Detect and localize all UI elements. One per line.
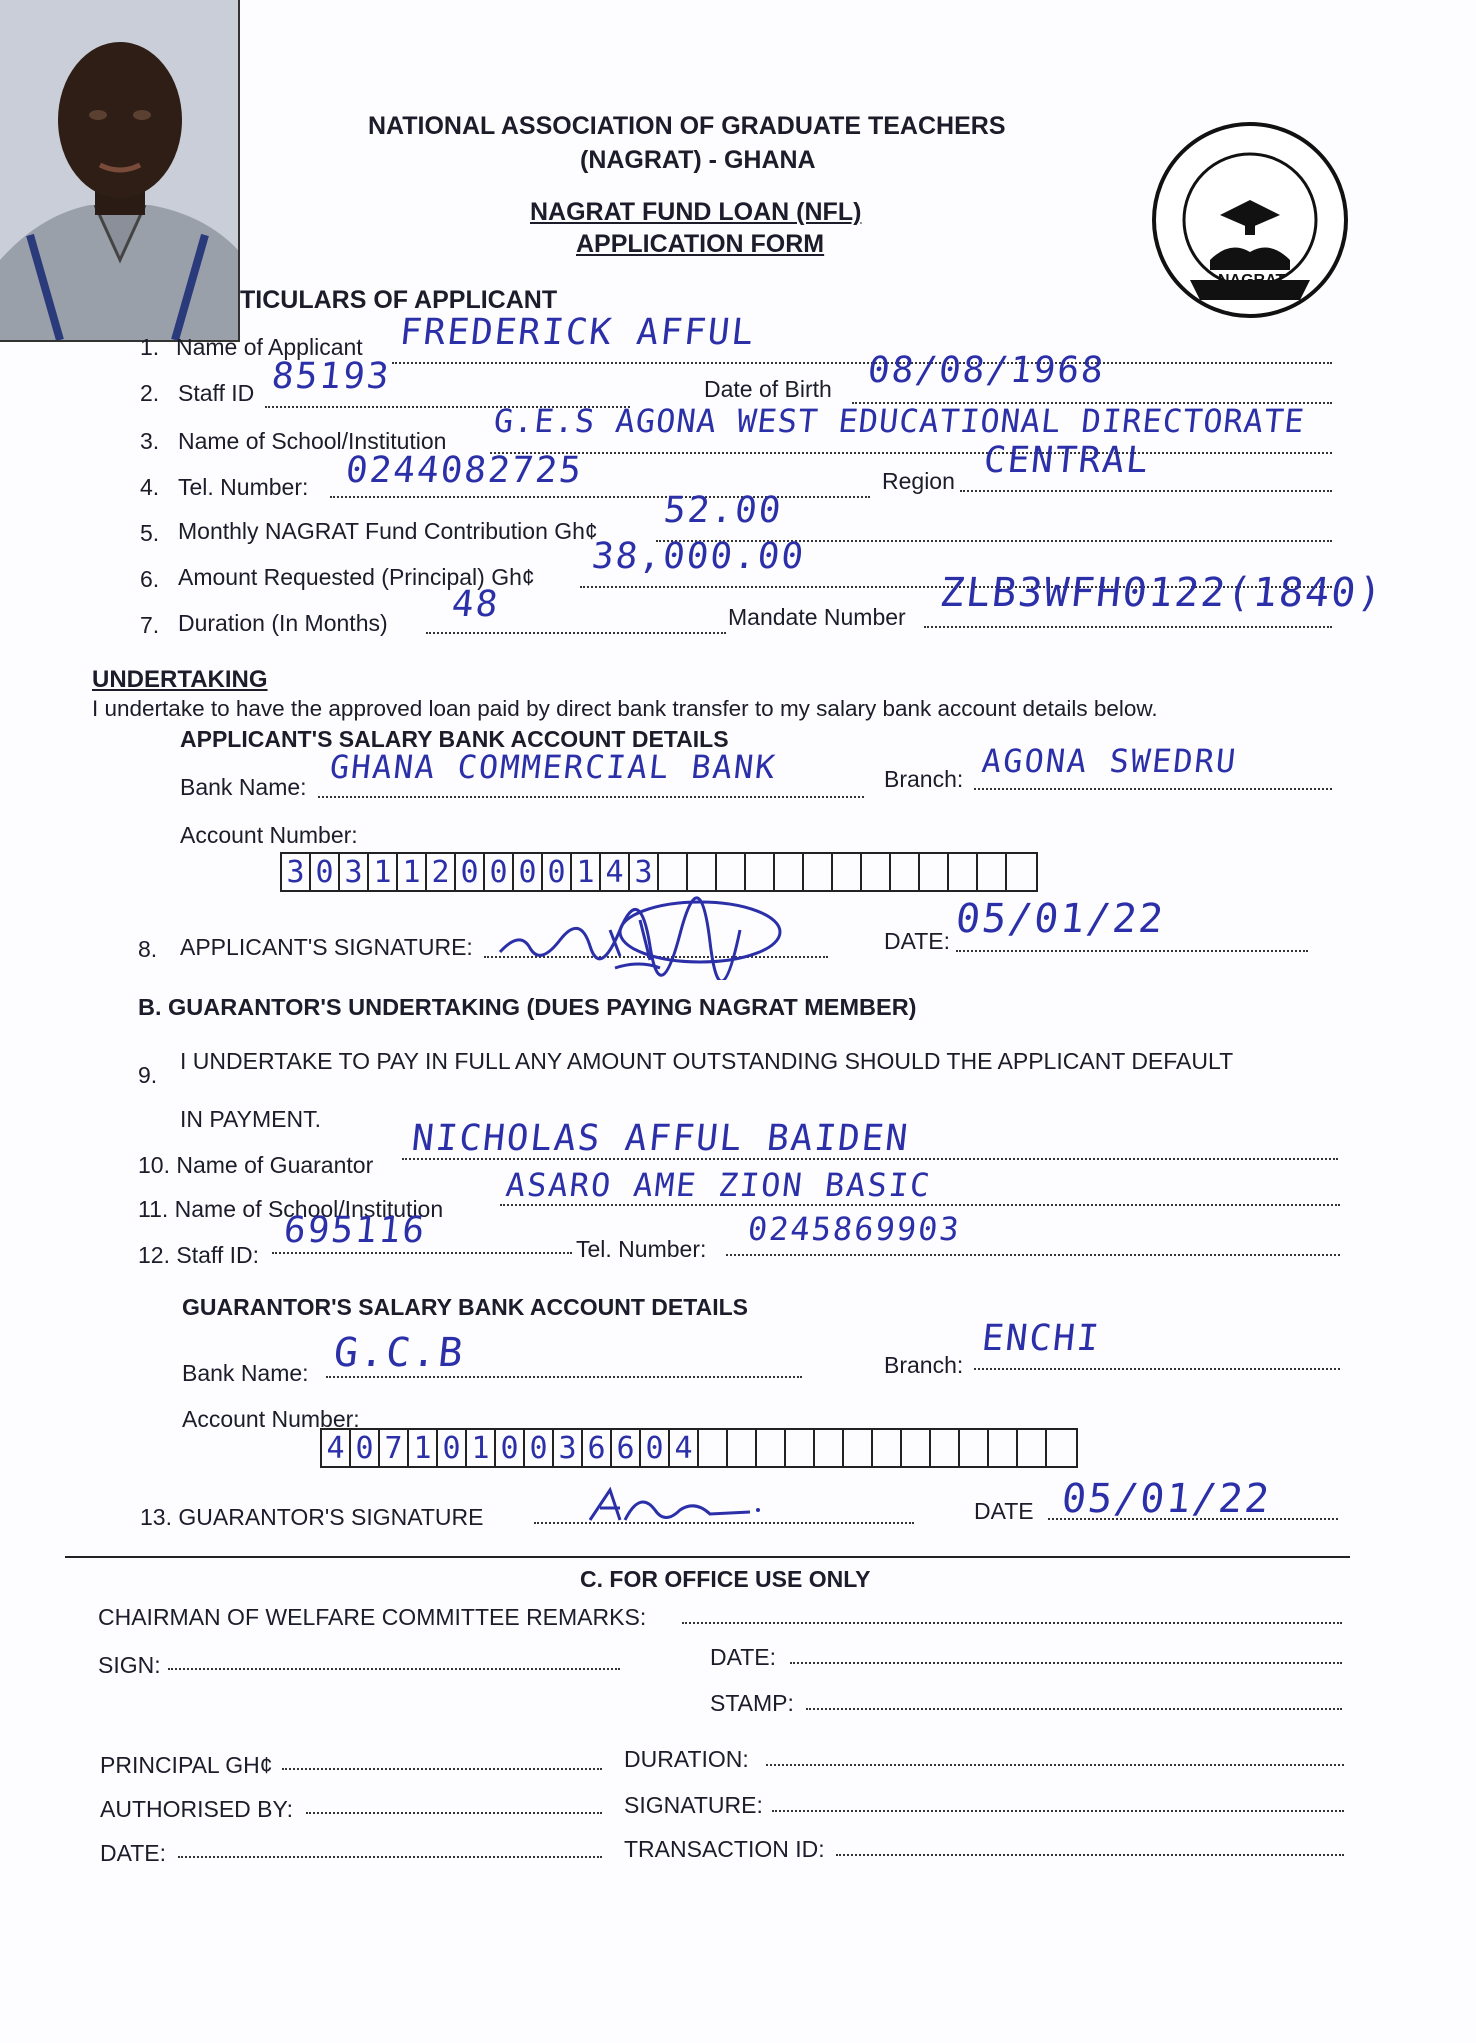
school-line[interactable] xyxy=(490,452,1332,454)
guarantor-account-digit-cell[interactable] xyxy=(960,1430,989,1466)
guarantor-account-digit-cell[interactable]: 0 xyxy=(438,1430,467,1466)
guarantor-bank-value: G.C.B xyxy=(331,1330,467,1376)
applicant-bank-heading: APPLICANT'S SALARY BANK ACCOUNT DETAILS xyxy=(180,726,729,752)
guarantor-account-digit-cell[interactable]: 1 xyxy=(409,1430,438,1466)
guarantor-tel-line[interactable] xyxy=(726,1254,1340,1256)
field-1-number: 1. xyxy=(140,334,160,360)
applicant-account-digit-cell[interactable] xyxy=(659,854,688,890)
applicant-branch-label: Branch: xyxy=(884,766,964,792)
applicant-date-line[interactable] xyxy=(956,950,1308,952)
region-label: Region xyxy=(882,468,955,494)
date2-label: DATE: xyxy=(100,1840,167,1866)
mandate-line[interactable] xyxy=(924,626,1332,628)
office-divider xyxy=(65,1556,1350,1558)
guarantor-account-digit-cell[interactable]: 6 xyxy=(583,1430,612,1466)
applicant-account-digit-cell[interactable]: 4 xyxy=(601,854,630,890)
guarantor-account-digit-cell[interactable]: 6 xyxy=(612,1430,641,1466)
applicant-account-digit-cell[interactable] xyxy=(978,854,1007,890)
guarantor-school-line[interactable] xyxy=(500,1204,1340,1206)
signature-office-label: SIGNATURE: xyxy=(624,1792,763,1818)
duration-office-line[interactable] xyxy=(766,1764,1344,1766)
applicant-photo xyxy=(0,0,240,342)
guarantor-date-label: DATE xyxy=(974,1498,1034,1524)
stamp-label: STAMP: xyxy=(710,1690,794,1716)
applicant-name-label: Name of Applicant xyxy=(176,334,363,360)
guarantor-account-digit-cell[interactable] xyxy=(728,1430,757,1466)
applicant-account-digit-cell[interactable]: 3 xyxy=(630,854,659,890)
region-value: CENTRAL xyxy=(981,440,1152,481)
applicant-account-digit-cell[interactable] xyxy=(1007,854,1036,890)
dob-label: Date of Birth xyxy=(704,376,832,402)
guarantor-bank-label: Bank Name: xyxy=(182,1360,309,1386)
section-b-title: B. GUARANTOR'S UNDERTAKING (DUES PAYING NAGRAT MEMBER) xyxy=(138,994,917,1020)
guarantor-account-digit-cell[interactable] xyxy=(989,1430,1018,1466)
remarks-line[interactable] xyxy=(682,1622,1342,1624)
applicant-account-digit-cell[interactable] xyxy=(920,854,949,890)
applicant-account-digit-cell[interactable] xyxy=(717,854,746,890)
guarantor-staff-id-line[interactable] xyxy=(272,1252,572,1254)
applicant-account-boxes[interactable] xyxy=(280,852,1038,892)
applicant-account-digit-cell[interactable]: 2 xyxy=(427,854,456,890)
field-4-number: 4. xyxy=(140,474,160,500)
field-7-number: 7. xyxy=(140,612,160,638)
duration-value: 48 xyxy=(449,584,502,625)
applicant-account-digit-cell[interactable]: 0 xyxy=(543,854,572,890)
guarantor-name-value: NICHOLAS AFFUL BAIDEN xyxy=(409,1118,912,1159)
staff-id-value: 85193 xyxy=(269,356,393,397)
duration-label: Duration (In Months) xyxy=(178,610,388,636)
applicant-account-digit-cell[interactable] xyxy=(775,854,804,890)
guarantor-school-value: ASARO AME ZION BASIC xyxy=(504,1166,934,1204)
date2-line[interactable] xyxy=(178,1856,602,1858)
applicant-account-digit-cell[interactable] xyxy=(804,854,833,890)
guarantor-staff-id-label: 12. Staff ID: xyxy=(138,1242,260,1268)
guarantor-account-digit-cell[interactable] xyxy=(1018,1430,1047,1466)
contribution-label: Monthly NAGRAT Fund Contribution Gh¢ xyxy=(178,518,598,544)
sign-line[interactable] xyxy=(168,1668,620,1670)
applicant-name-value: FREDERICK AFFUL xyxy=(397,312,758,353)
tel-value: 0244082725 xyxy=(343,450,585,491)
applicant-account-digit-cell[interactable]: 1 xyxy=(572,854,601,890)
office-title: C. FOR OFFICE USE ONLY xyxy=(580,1566,871,1592)
field-9-number: 9. xyxy=(138,1062,158,1088)
staff-id-label: Staff ID xyxy=(178,380,255,406)
signature-office-line[interactable] xyxy=(772,1810,1344,1812)
contribution-value: 52.00 xyxy=(661,490,785,531)
guarantor-account-digit-cell[interactable] xyxy=(699,1430,728,1466)
guarantor-account-boxes[interactable] xyxy=(320,1428,1078,1468)
region-line[interactable] xyxy=(960,490,1332,492)
guarantor-account-digit-cell[interactable] xyxy=(873,1430,902,1466)
section-a-title: TICULARS OF APPLICANT xyxy=(240,286,558,314)
applicant-branch-value: AGONA SWEDRU xyxy=(980,742,1240,780)
guarantor-undertaking-line1: I UNDERTAKE TO PAY IN FULL ANY AMOUNT OUTSTANDING SHOULD THE APPLICANT DEFAULT xyxy=(180,1048,1234,1074)
guarantor-account-digit-cell[interactable] xyxy=(757,1430,786,1466)
sign-label: SIGN: xyxy=(98,1652,161,1678)
guarantor-undertaking-line2: IN PAYMENT. xyxy=(180,1106,321,1132)
authorised-label: AUTHORISED BY: xyxy=(100,1796,293,1822)
undertaking-title: UNDERTAKING xyxy=(92,666,268,693)
guarantor-account-digit-cell[interactable] xyxy=(1047,1430,1076,1466)
amount-value: 38,000.00 xyxy=(589,536,808,577)
stamp-line[interactable] xyxy=(806,1708,1342,1710)
guarantor-tel-label: Tel. Number: xyxy=(576,1236,707,1262)
applicant-account-digit-cell[interactable]: 3 xyxy=(282,854,311,890)
form-subtitle: APPLICATION FORM xyxy=(576,230,825,258)
guarantor-tel-value: 0245869903 xyxy=(746,1210,963,1248)
transaction-line[interactable] xyxy=(836,1854,1344,1856)
guarantor-account-digit-cell[interactable] xyxy=(815,1430,844,1466)
date-line[interactable] xyxy=(790,1662,1342,1664)
applicant-branch-line[interactable] xyxy=(974,788,1332,790)
guarantor-account-digit-cell[interactable]: 7 xyxy=(380,1430,409,1466)
dob-value: 08/08/1968 xyxy=(865,350,1107,391)
field-2-number: 2. xyxy=(140,380,160,406)
applicant-account-digit-cell[interactable] xyxy=(746,854,775,890)
guarantor-account-digit-cell[interactable] xyxy=(902,1430,931,1466)
applicant-account-digit-cell[interactable] xyxy=(833,854,862,890)
date-label: DATE: xyxy=(710,1644,777,1670)
tel-label: Tel. Number: xyxy=(178,474,309,500)
guarantor-bank-heading: GUARANTOR'S SALARY BANK ACCOUNT DETAILS xyxy=(182,1294,748,1320)
guarantor-account-digit-cell[interactable]: 0 xyxy=(525,1430,554,1466)
field-3-number: 3. xyxy=(140,428,160,454)
guarantor-branch-value: ENCHI xyxy=(979,1318,1103,1359)
guarantor-account-digit-cell[interactable]: 1 xyxy=(467,1430,496,1466)
guarantor-staff-id-value: 695116 xyxy=(281,1210,429,1251)
school-label: Name of School/Institution xyxy=(178,428,447,454)
guarantor-account-digit-cell[interactable]: 4 xyxy=(322,1430,351,1466)
applicant-account-digit-cell[interactable]: 0 xyxy=(311,854,340,890)
guarantor-account-digit-cell[interactable] xyxy=(931,1430,960,1466)
guarantor-account-digit-cell[interactable] xyxy=(844,1430,873,1466)
guarantor-bank-line[interactable] xyxy=(326,1376,802,1378)
field-6-number: 6. xyxy=(140,566,160,592)
applicant-account-digit-cell[interactable] xyxy=(891,854,920,890)
guarantor-account-digit-cell[interactable]: 0 xyxy=(641,1430,670,1466)
org-country: (NAGRAT) - GHANA xyxy=(580,146,816,174)
duration-line[interactable] xyxy=(426,632,726,634)
nagrat-logo xyxy=(1150,120,1350,320)
applicant-name-line[interactable] xyxy=(392,362,1332,364)
authorised-line[interactable] xyxy=(306,1812,602,1814)
applicant-account-digit-cell[interactable]: 3 xyxy=(340,854,369,890)
applicant-account-digit-cell[interactable] xyxy=(862,854,891,890)
guarantor-name-label: 10. Name of Guarantor xyxy=(138,1152,374,1178)
applicant-account-digit-cell[interactable]: 0 xyxy=(456,854,485,890)
guarantor-account-digit-cell[interactable]: 0 xyxy=(496,1430,525,1466)
applicant-bank-line[interactable] xyxy=(318,796,864,798)
applicant-bank-value: GHANA COMMERCIAL BANK xyxy=(328,748,779,786)
mandate-value: ZLB3WFH0122(1840) xyxy=(937,570,1386,616)
principal-label: PRINCIPAL GH¢ xyxy=(100,1752,273,1778)
guarantor-branch-line[interactable] xyxy=(974,1368,1340,1370)
applicant-account-digit-cell[interactable]: 1 xyxy=(369,854,398,890)
applicant-account-digit-cell[interactable]: 0 xyxy=(514,854,543,890)
remarks-label: CHAIRMAN OF WELFARE COMMITTEE REMARKS: xyxy=(98,1604,647,1630)
principal-line[interactable] xyxy=(282,1768,602,1770)
guarantor-signature xyxy=(580,1480,780,1540)
school-value: G.E.S AGONA WEST EDUCATIONAL DIRECTORATE xyxy=(492,402,1307,440)
guarantor-account-digit-cell[interactable] xyxy=(786,1430,815,1466)
guarantor-account-digit-cell[interactable]: 0 xyxy=(351,1430,380,1466)
guarantor-branch-label: Branch: xyxy=(884,1352,964,1378)
applicant-signature-label: APPLICANT'S SIGNATURE: xyxy=(180,934,473,960)
duration-office-label: DURATION: xyxy=(624,1746,749,1772)
applicant-account-digit-cell[interactable] xyxy=(949,854,978,890)
guarantor-date-value: 05/01/22 xyxy=(1059,1476,1274,1522)
guarantor-school-label: 11. Name of School/Institution xyxy=(138,1196,444,1222)
guarantor-account-label: Account Number: xyxy=(182,1406,360,1432)
applicant-bank-label: Bank Name: xyxy=(180,774,307,800)
amount-label: Amount Requested (Principal) Gh¢ xyxy=(178,564,535,590)
undertaking-text: I undertake to have the approved loan paid by direct bank transfer to my salary bank account details below. xyxy=(92,696,1158,721)
applicant-signature xyxy=(490,890,790,980)
field-5-number: 5. xyxy=(140,520,160,546)
applicant-account-digit-cell[interactable]: 1 xyxy=(398,854,427,890)
applicant-account-label: Account Number: xyxy=(180,822,358,848)
field-8-number: 8. xyxy=(138,936,158,962)
mandate-label: Mandate Number xyxy=(728,604,906,630)
applicant-date-value: 05/01/22 xyxy=(953,896,1168,942)
form-title: NAGRAT FUND LOAN (NFL) xyxy=(530,198,862,226)
org-name: NATIONAL ASSOCIATION OF GRADUATE TEACHERS xyxy=(368,112,1006,140)
applicant-account-digit-cell[interactable] xyxy=(688,854,717,890)
logo-bottom-text: NAGRAT xyxy=(1218,272,1286,289)
transaction-label: TRANSACTION ID: xyxy=(624,1836,825,1862)
applicant-account-digit-cell[interactable]: 0 xyxy=(485,854,514,890)
guarantor-account-digit-cell[interactable]: 3 xyxy=(554,1430,583,1466)
tel-line[interactable] xyxy=(330,496,870,498)
guarantor-account-digit-cell[interactable]: 4 xyxy=(670,1430,699,1466)
applicant-date-label: DATE: xyxy=(884,928,951,954)
guarantor-signature-label: 13. GUARANTOR'S SIGNATURE xyxy=(140,1504,484,1530)
